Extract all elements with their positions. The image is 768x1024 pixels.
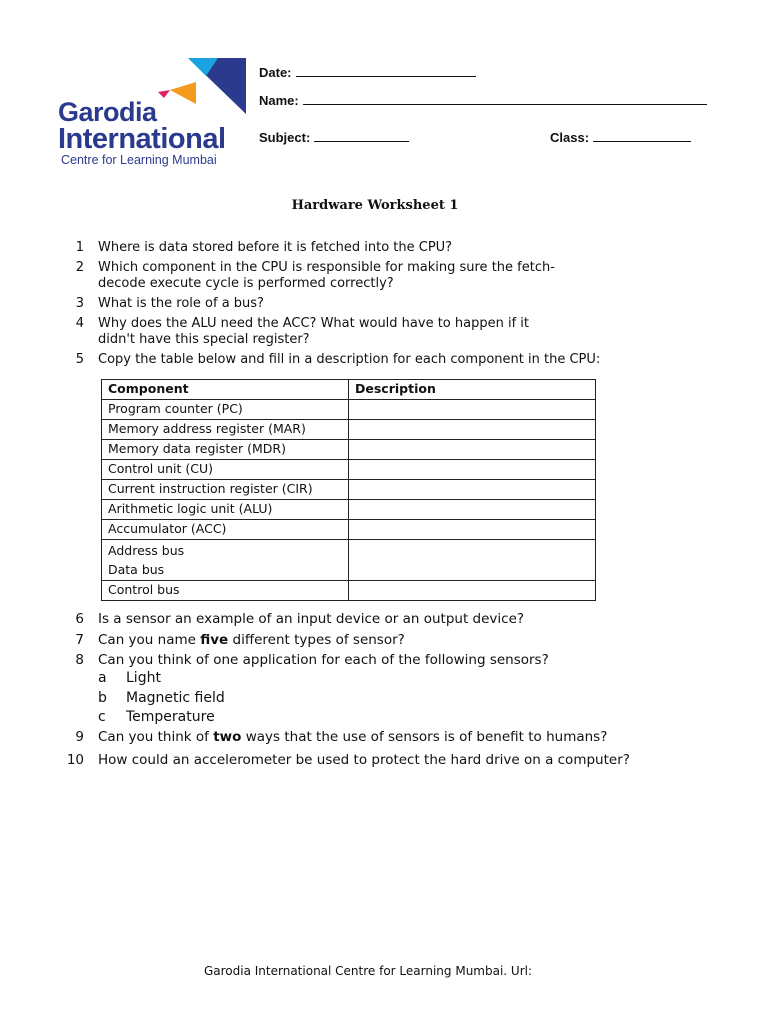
column-header-component: Component xyxy=(102,380,349,400)
column-header-description: Description xyxy=(349,380,596,400)
sensor-letter: a xyxy=(98,670,107,686)
question-text: How could an accelerometer be used to protect the hard drive on a computer? xyxy=(98,752,630,768)
table-row xyxy=(102,500,596,520)
logo-name-line1: Garodia xyxy=(58,97,157,127)
description-cell[interactable] xyxy=(349,400,596,420)
component-cell-buses xyxy=(102,540,349,581)
description-cell[interactable] xyxy=(349,520,596,540)
question-text: Can you name five different types of sensor? xyxy=(98,632,405,648)
description-cell[interactable] xyxy=(349,460,596,480)
cpu-components-table xyxy=(101,379,596,601)
question-number: 6 xyxy=(75,611,84,627)
table-row xyxy=(102,540,596,581)
name-line[interactable] xyxy=(303,92,707,105)
table-row xyxy=(102,520,596,540)
question-number: 10 xyxy=(66,752,84,768)
question-text: Copy the table below and fill in a description for each component in the CPU: xyxy=(98,352,601,367)
component-cell: Memory address register (MAR) xyxy=(102,420,349,440)
sensor-text: Temperature xyxy=(126,709,215,725)
question-number: 5 xyxy=(75,352,84,367)
logo-mark-icon xyxy=(148,58,248,118)
component-cell: Accumulator (ACC) xyxy=(102,520,349,540)
page-footer: Garodia International Centre for Learning Mumbai. Url: xyxy=(203,964,533,978)
data-bus-label: Data bus xyxy=(108,562,165,577)
sensor-letter: c xyxy=(98,709,106,725)
subject-label: Subject: xyxy=(259,130,311,145)
component-cell: Control unit (CU) xyxy=(102,460,349,480)
description-cell[interactable] xyxy=(349,440,596,460)
component-cell: Arithmetic logic unit (ALU) xyxy=(102,500,349,520)
component-cell: Memory data register (MDR) xyxy=(102,440,349,460)
question-number: 8 xyxy=(75,652,84,668)
question-text: Where is data stored before it is fetched into the CPU? xyxy=(98,240,453,255)
question-text: Which component in the CPU is responsible for making sure the fetch- xyxy=(98,260,555,275)
class-label: Class: xyxy=(550,130,590,145)
description-cell[interactable] xyxy=(349,480,596,500)
table-row xyxy=(102,440,596,460)
description-cell[interactable] xyxy=(349,581,596,601)
date-line[interactable] xyxy=(296,64,476,77)
worksheet-title: Hardware Worksheet 1 xyxy=(291,198,459,213)
question-text: Can you think of one application for each of the following sensors? xyxy=(98,652,549,668)
table-row xyxy=(102,460,596,480)
table-row xyxy=(102,581,596,601)
question-text: Can you think of two ways that the use of sensors is of benefit to humans? xyxy=(98,729,608,745)
question-number: 4 xyxy=(75,316,84,331)
sensor-text: Magnetic field xyxy=(126,690,225,706)
question-text: What is the role of a bus? xyxy=(98,296,264,311)
name-field[interactable] xyxy=(259,92,707,108)
school-logo xyxy=(58,58,248,170)
class-field[interactable] xyxy=(550,129,691,145)
table-row xyxy=(102,420,596,440)
name-label: Name: xyxy=(259,93,299,108)
date-label: Date: xyxy=(259,65,292,80)
subject-line[interactable] xyxy=(314,129,409,142)
component-cell: Current instruction register (CIR) xyxy=(102,480,349,500)
logo-tagline: Centre for Learning Mumbai xyxy=(61,153,217,167)
question-text: Is a sensor an example of an input device or an output device? xyxy=(98,611,525,627)
sensor-letter: b xyxy=(98,690,107,706)
address-bus-label: Address bus xyxy=(108,543,185,558)
question-text-line2: didn't have this special register? xyxy=(98,332,310,347)
table-header-row xyxy=(102,380,596,400)
question-number: 1 xyxy=(75,240,84,255)
sensor-text: Light xyxy=(126,670,161,686)
subject-field[interactable] xyxy=(259,129,409,145)
question-number: 7 xyxy=(75,632,84,648)
component-cell: Control bus xyxy=(102,581,349,601)
date-field[interactable] xyxy=(259,64,476,80)
table-row xyxy=(102,480,596,500)
description-cell[interactable] xyxy=(349,420,596,440)
question-text: Why does the ALU need the ACC? What would have to happen if it xyxy=(98,316,529,331)
component-cell: Program counter (PC) xyxy=(102,400,349,420)
table-row xyxy=(102,400,596,420)
logo-name-line2: International xyxy=(58,123,226,155)
question-number: 2 xyxy=(75,260,84,275)
description-cell[interactable] xyxy=(349,500,596,520)
description-cell[interactable] xyxy=(349,540,596,581)
question-number: 9 xyxy=(75,729,84,745)
class-line[interactable] xyxy=(593,129,691,142)
question-number: 3 xyxy=(75,296,84,311)
question-text-line2: decode execute cycle is performed correctly? xyxy=(98,276,394,291)
